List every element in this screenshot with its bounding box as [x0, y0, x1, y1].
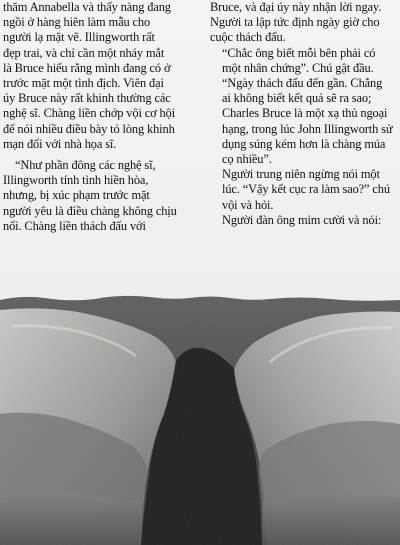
- text-line: vội và hỏi.: [222, 197, 274, 212]
- text-line: người lạ mặt vẽ. Illingworth rất: [3, 30, 155, 45]
- text-line: Người trung niên ngừng nói một: [222, 167, 380, 182]
- text-line: trước mặt một tình địch. Viên đại: [3, 76, 164, 91]
- text-line: là Bruce hiểu rằng mình đang có ở: [3, 60, 171, 75]
- left-text-column: [3, 0, 193, 234]
- text-line: một nhân chứng”. Chú gật đầu.: [222, 60, 374, 75]
- text-line: người yêu là điều chàng không chịu: [3, 203, 177, 218]
- text-line: nghệ sĩ. Chàng liền chớp vội cơ hội: [3, 106, 176, 121]
- text-line: để nói nhiều điều bày tỏ lòng khinh: [3, 121, 175, 136]
- text-line: nhưng, bị xúc phạm trước mặt: [3, 188, 150, 203]
- text-line: mạn đối với nhà họa sĩ.: [3, 136, 117, 151]
- text-line: Người ta lập tức định ngày giờ cho: [210, 15, 380, 30]
- text-line: lúc. “Vậy kết cục ra làm sao?” chú: [222, 182, 390, 197]
- text-line: “Như phần đông các nghệ sĩ,: [15, 158, 156, 173]
- text-line: Illingworth tính tình hiền hòa,: [3, 173, 149, 188]
- text-line: hạng, trong lúc John Illingworth sử: [222, 121, 393, 136]
- text-line: Charles Bruce là một xạ thủ ngoại: [222, 106, 388, 121]
- text-line: úy Bruce này rất khinh thường các: [3, 91, 171, 106]
- text-line: Người đàn ông mỉm cười và nói:: [222, 212, 382, 227]
- right-text-column: [210, 0, 398, 228]
- text-line: nổi. Chàng liền thách đấu với: [3, 218, 146, 233]
- text-line: “Ngày thách đấu đến gần. Chẳng: [222, 76, 383, 91]
- text-line: ai không biết kết quả sẽ ra sao;: [222, 91, 372, 106]
- text-line: cuộc thách đấu.: [210, 30, 286, 45]
- text-line: cọ nhiều”.: [222, 152, 272, 167]
- text-line: dụng súng kém hơn là chàng múa: [222, 136, 386, 151]
- text-line: ngồi ở hàng hiên làm mẫu cho: [3, 15, 151, 30]
- text-line: Bruce, và đại úy này nhận lời ngay.: [210, 0, 382, 14]
- text-line: thăm Annabella và thấy nàng đang: [3, 0, 171, 14]
- article-photo: [0, 292, 400, 545]
- text-line: đẹp trai, và chỉ cần một nháy mắt: [3, 45, 165, 60]
- photo-grain: [0, 292, 400, 545]
- text-line: “Chắc ông biết mỗi bên phải có: [222, 45, 376, 60]
- rock-landscape-image: [0, 292, 400, 545]
